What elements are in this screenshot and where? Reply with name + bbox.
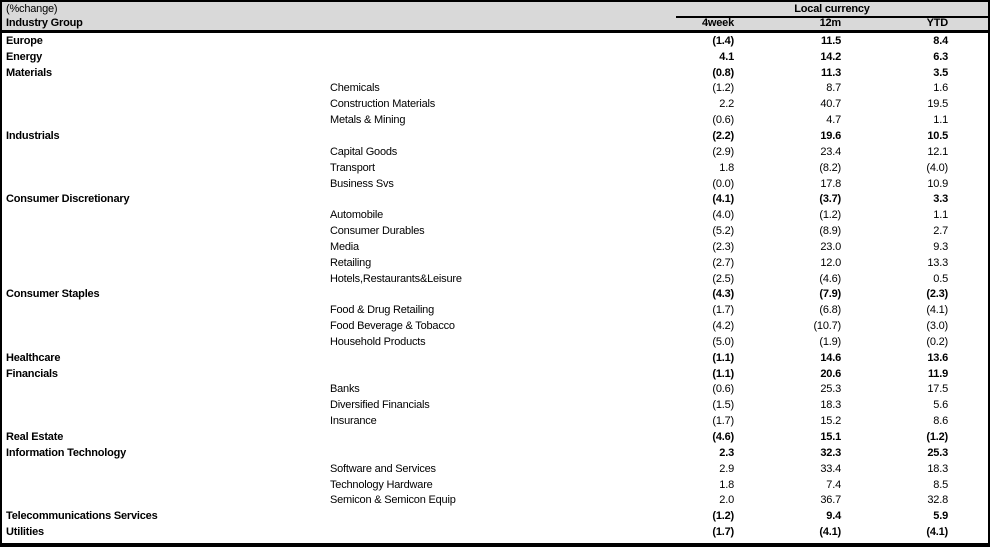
- table-row: [2, 429, 948, 445]
- industry-group-label-cell: Healthcare: [6, 351, 61, 364]
- value-12m: 25.3: [820, 383, 841, 396]
- value-12m: (4.6): [819, 272, 841, 285]
- value-4week: (1.2): [712, 82, 734, 95]
- industry-group-label-cell: Information Technology: [6, 446, 127, 459]
- value-ytd: 1.1: [933, 209, 948, 222]
- value-12m: (7.9): [819, 288, 841, 301]
- value-12m: 40.7: [820, 98, 841, 111]
- value-12m: 11.3: [820, 66, 841, 79]
- value-4week: (1.2): [712, 510, 734, 523]
- value-ytd: 9.3: [933, 240, 948, 253]
- table-row: [2, 255, 948, 271]
- value-4week: (1.7): [712, 304, 734, 317]
- sub-industry-label-cell: Metals & Mining: [330, 114, 406, 127]
- percent-change-label: (%change): [6, 3, 58, 15]
- value-12m: 19.6: [820, 129, 841, 142]
- table-row: [2, 397, 948, 413]
- sub-industry-label-cell: Transport: [330, 161, 375, 174]
- value-4week: (4.2): [712, 320, 734, 333]
- table-row: [2, 128, 948, 144]
- value-12m: (8.2): [819, 161, 841, 174]
- table-row: [2, 508, 948, 524]
- value-4week: 2.9: [719, 462, 734, 475]
- value-ytd: 25.3: [927, 446, 948, 459]
- table-row: [2, 271, 948, 287]
- sub-industry-label-cell: Media: [330, 240, 359, 253]
- value-12m: 32.3: [820, 446, 841, 459]
- value-12m: 23.4: [820, 145, 841, 158]
- value-4week: (1.7): [712, 415, 734, 428]
- table-row: [2, 49, 948, 65]
- table-row: [2, 160, 948, 176]
- industry-group-label-cell: Telecommunications Services: [6, 510, 158, 523]
- industry-group-label-cell: Industrials: [6, 129, 60, 142]
- value-12m: (4.1): [819, 526, 841, 539]
- value-ytd: 3.5: [933, 66, 948, 79]
- value-ytd: 5.9: [933, 510, 948, 523]
- value-4week: (4.1): [712, 193, 734, 206]
- value-4week: (2.5): [712, 272, 734, 285]
- sub-industry-label-cell: Banks: [330, 383, 360, 396]
- sub-industry-label-cell: Semicon & Semicon Equip: [330, 494, 456, 507]
- value-12m: 18.3: [820, 399, 841, 412]
- value-4week: 2.2: [719, 98, 734, 111]
- value-12m: 14.6: [820, 351, 841, 364]
- sub-industry-label-cell: Business Svs: [330, 177, 394, 190]
- sub-industry-label-cell: Food & Drug Retailing: [330, 304, 435, 317]
- value-4week: (5.0): [712, 335, 734, 348]
- value-4week: (4.0): [712, 209, 734, 222]
- value-ytd: 8.4: [933, 34, 948, 47]
- value-4week: (1.7): [712, 526, 734, 539]
- value-4week: (2.9): [712, 145, 734, 158]
- value-12m: 9.4: [826, 510, 841, 523]
- sub-industry-label-cell: Food Beverage & Tobacco: [330, 320, 455, 333]
- value-12m: 7.4: [826, 478, 841, 491]
- value-12m: 11.5: [820, 34, 841, 47]
- value-12m: (1.2): [819, 209, 841, 222]
- value-ytd: 10.9: [927, 177, 948, 190]
- table-row: [2, 318, 948, 334]
- column-headers-row: [2, 17, 948, 29]
- table-row: [2, 492, 948, 508]
- industry-group-label-cell: Materials: [6, 66, 52, 79]
- value-4week: (0.6): [712, 383, 734, 396]
- table-row: [2, 334, 948, 350]
- value-12m: (6.8): [819, 304, 841, 317]
- value-4week: (2.7): [712, 256, 734, 269]
- value-4week: (4.3): [712, 288, 734, 301]
- value-ytd: 13.3: [927, 256, 948, 269]
- industry-group-label-cell: Consumer Discretionary: [6, 193, 130, 206]
- sub-industry-label-cell: Insurance: [330, 415, 377, 428]
- value-4week: 2.0: [719, 494, 734, 507]
- value-12m: (10.7): [813, 320, 841, 333]
- value-12m: 15.1: [820, 431, 841, 444]
- table-row: [2, 445, 948, 461]
- industry-group-label-cell: Utilities: [6, 526, 44, 539]
- local-currency-group-header: Local currency: [676, 2, 988, 18]
- table-row: [2, 65, 948, 81]
- value-ytd: 1.6: [933, 82, 948, 95]
- table-row: [2, 413, 948, 429]
- sub-industry-label-cell: Automobile: [330, 209, 384, 222]
- value-ytd: (4.0): [926, 161, 948, 174]
- value-4week: (0.8): [712, 66, 734, 79]
- sub-industry-label-cell: Retailing: [330, 256, 372, 269]
- sub-industry-label-cell: Hotels,Restaurants&Leisure: [330, 272, 462, 285]
- value-ytd: (2.3): [926, 288, 948, 301]
- value-4week: (1.5): [712, 399, 734, 412]
- sub-industry-label-cell: Diversified Financials: [330, 399, 430, 412]
- value-4week: (4.6): [712, 431, 734, 444]
- column-header-ytd: YTD: [926, 17, 948, 29]
- value-ytd: 12.1: [927, 145, 948, 158]
- value-12m: 33.4: [820, 462, 841, 475]
- value-12m: (1.9): [819, 335, 841, 348]
- value-ytd: 6.3: [933, 50, 948, 63]
- value-4week: 1.8: [719, 478, 734, 491]
- value-ytd: 0.5: [933, 272, 948, 285]
- value-4week: 1.8: [719, 161, 734, 174]
- table-row: [2, 144, 948, 160]
- value-ytd: 2.7: [933, 225, 948, 238]
- table-row: [2, 81, 948, 97]
- value-12m: (3.7): [819, 193, 841, 206]
- value-4week: 2.3: [719, 446, 734, 459]
- value-ytd: 19.5: [927, 98, 948, 111]
- value-4week: (5.2): [712, 225, 734, 238]
- value-ytd: (3.0): [926, 320, 948, 333]
- table-row: [2, 477, 948, 493]
- table-row: [2, 287, 948, 303]
- table-row: [2, 191, 948, 207]
- sub-industry-label-cell: Chemicals: [330, 82, 380, 95]
- value-4week: (2.2): [712, 129, 734, 142]
- industry-group-column-header: Industry Group: [6, 17, 83, 29]
- sub-industry-label-cell: Construction Materials: [330, 98, 436, 111]
- value-ytd: 1.1: [933, 114, 948, 127]
- column-header-4week: 4week: [701, 17, 734, 29]
- value-12m: 20.6: [820, 367, 841, 380]
- value-4week: (0.6): [712, 114, 734, 127]
- table-row: [2, 302, 948, 318]
- table-row: [2, 461, 948, 477]
- table-row: [2, 207, 948, 223]
- sub-industry-label-cell: Software and Services: [330, 462, 436, 475]
- table-row: [2, 350, 948, 366]
- sub-industry-label-cell: Capital Goods: [330, 145, 398, 158]
- value-12m: 4.7: [826, 114, 841, 127]
- value-12m: 23.0: [820, 240, 841, 253]
- table-row: [2, 524, 948, 540]
- table-row: [2, 112, 948, 128]
- table-row: [2, 176, 948, 192]
- value-ytd: 10.5: [927, 129, 948, 142]
- table-row: [2, 366, 948, 382]
- value-4week: (1.1): [712, 351, 734, 364]
- value-ytd: 8.6: [933, 415, 948, 428]
- value-ytd: 18.3: [927, 462, 948, 475]
- table-header: [2, 2, 988, 33]
- value-12m: 17.8: [820, 177, 841, 190]
- industry-group-label-cell: Financials: [6, 367, 58, 380]
- value-12m: 12.0: [820, 256, 841, 269]
- value-ytd: (4.1): [926, 526, 948, 539]
- value-4week: (2.3): [712, 240, 734, 253]
- value-12m: 15.2: [820, 415, 841, 428]
- table-row: [2, 239, 948, 255]
- value-ytd: 3.3: [933, 193, 948, 206]
- value-ytd: (0.2): [926, 335, 948, 348]
- value-12m: 8.7: [826, 82, 841, 95]
- sub-industry-label-cell: Technology Hardware: [330, 478, 433, 491]
- industry-group-label-cell: Consumer Staples: [6, 288, 100, 301]
- value-12m: 36.7: [820, 494, 841, 507]
- value-12m: 14.2: [820, 50, 841, 63]
- industry-group-label-cell: Energy: [6, 50, 43, 63]
- industry-group-label-cell: Europe: [6, 34, 43, 47]
- value-ytd: 8.5: [933, 478, 948, 491]
- value-4week: 4.1: [719, 50, 734, 63]
- sub-industry-label-cell: Consumer Durables: [330, 225, 425, 238]
- value-ytd: 32.8: [927, 494, 948, 507]
- value-4week: (1.1): [712, 367, 734, 380]
- table-body: [2, 33, 988, 540]
- value-ytd: 13.6: [927, 351, 948, 364]
- value-ytd: 17.5: [927, 383, 948, 396]
- value-ytd: 11.9: [927, 367, 948, 380]
- industry-group-label-cell: Real Estate: [6, 431, 64, 444]
- value-ytd: 5.6: [933, 399, 948, 412]
- value-12m: (8.9): [819, 225, 841, 238]
- value-ytd: (4.1): [926, 304, 948, 317]
- table-row: [2, 96, 948, 112]
- table-row: [2, 382, 948, 398]
- column-header-12m: 12m: [819, 17, 841, 29]
- table-row: [2, 33, 948, 49]
- sub-industry-label-cell: Household Products: [330, 335, 426, 348]
- value-4week: (1.4): [712, 34, 734, 47]
- value-4week: (0.0): [712, 177, 734, 190]
- value-ytd: (1.2): [926, 431, 948, 444]
- table-row: [2, 223, 948, 239]
